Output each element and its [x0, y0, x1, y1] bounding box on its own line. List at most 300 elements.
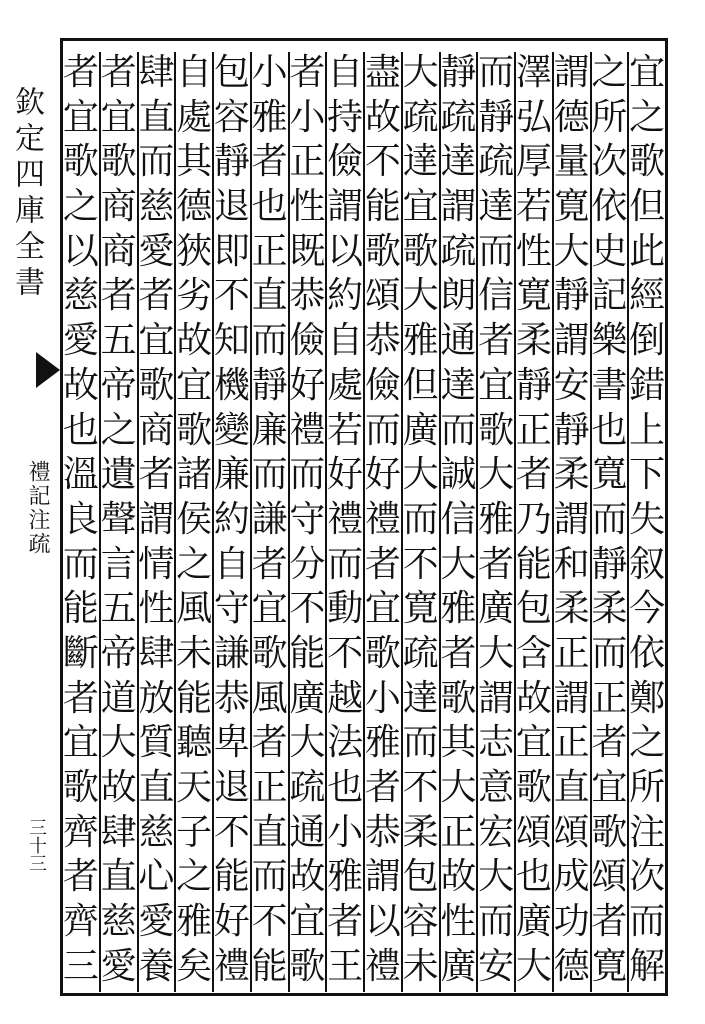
character: 樂: [591, 320, 628, 362]
character: 恭: [364, 811, 401, 853]
character: 者: [364, 543, 401, 585]
character: 靜: [478, 96, 515, 138]
character: 乃: [515, 498, 552, 540]
character: 遺: [100, 454, 137, 496]
character: 不: [364, 141, 401, 183]
character: 能: [289, 632, 326, 674]
character: 正: [251, 767, 288, 808]
character: 寛: [515, 275, 552, 317]
character: 愛: [100, 945, 137, 987]
character: 自: [327, 320, 364, 362]
character: 雅: [478, 498, 515, 540]
character: 頌: [515, 811, 552, 853]
character: 柔: [553, 588, 590, 630]
character: 恭: [213, 677, 250, 719]
character: 和: [553, 543, 590, 585]
character: 能: [364, 186, 401, 228]
character: 雅: [364, 722, 401, 764]
character: 愛: [138, 230, 175, 272]
character: 正: [440, 811, 477, 853]
character: 風: [251, 677, 288, 719]
character: 而: [591, 498, 628, 540]
character: 小: [364, 677, 401, 719]
character: 而: [402, 722, 439, 764]
character: 不: [402, 767, 439, 808]
character: 下: [629, 454, 666, 496]
character: 也: [591, 409, 628, 451]
character: 之: [100, 409, 137, 451]
character: 倒: [629, 320, 666, 362]
character: 寛: [553, 186, 590, 228]
character: 鄭: [629, 677, 666, 719]
character: 不: [251, 901, 288, 943]
character: 矣: [176, 945, 213, 987]
character: 養: [138, 945, 175, 987]
character: 所: [629, 767, 666, 808]
character: 達: [402, 141, 439, 183]
character: 者: [440, 632, 477, 674]
character: 而: [591, 632, 628, 674]
character: 謂: [138, 498, 175, 540]
character: 靜: [440, 52, 477, 93]
character: 五: [100, 320, 137, 362]
character: 謂: [553, 52, 590, 93]
character: 直: [138, 767, 175, 808]
character: 疏: [440, 230, 477, 272]
character: 正: [251, 230, 288, 272]
character: 約: [213, 498, 250, 540]
character: 而: [251, 454, 288, 496]
character: 但: [402, 364, 439, 406]
page-number: 三十三: [26, 818, 47, 872]
character: 歌: [364, 632, 401, 674]
character: 大: [440, 543, 477, 585]
character: 約: [327, 275, 364, 317]
character: 誠: [440, 454, 477, 496]
character: 書: [591, 364, 628, 406]
page-margin: [2, 40, 56, 990]
character: 雅: [176, 901, 213, 943]
character: 齊: [62, 811, 99, 853]
character: 直: [100, 856, 137, 898]
character: 歌: [478, 409, 515, 451]
character: 自: [213, 543, 250, 585]
character: 厚: [515, 141, 552, 183]
character: 不: [213, 811, 250, 853]
character: 不: [327, 632, 364, 674]
character: 大: [478, 632, 515, 674]
character: 弘: [515, 96, 552, 138]
character: 性: [515, 230, 552, 272]
character: 者: [515, 454, 552, 496]
character: 以: [62, 230, 99, 272]
character: 儉: [364, 364, 401, 406]
character: 恭: [289, 275, 326, 317]
character: 者: [591, 901, 628, 943]
character: 守: [289, 498, 326, 540]
character: 依: [591, 186, 628, 228]
character: 含: [515, 632, 552, 674]
character: 包: [402, 856, 439, 898]
character: 而: [364, 409, 401, 451]
character: 能: [251, 945, 288, 987]
character: 但: [629, 186, 666, 228]
character: 宜: [62, 722, 99, 764]
character: 處: [176, 96, 213, 138]
character: 澤: [515, 52, 552, 93]
character: 帝: [100, 364, 137, 406]
character: 質: [138, 722, 175, 764]
character: 謂: [327, 186, 364, 228]
character: 叙: [629, 543, 666, 585]
character: 疏: [402, 632, 439, 674]
character: 達: [402, 677, 439, 719]
character: 即: [213, 230, 250, 272]
character: 聽: [176, 722, 213, 764]
character: 大: [553, 230, 590, 272]
character: 肆: [138, 52, 175, 93]
character: 儉: [327, 141, 364, 183]
character: 者: [591, 722, 628, 764]
character: 慈: [100, 901, 137, 943]
character: 依: [629, 632, 666, 674]
character: 良: [62, 498, 99, 540]
character: 之: [62, 186, 99, 228]
character: 注: [629, 811, 666, 853]
character: 故: [176, 320, 213, 362]
character: 天: [176, 767, 213, 808]
character: 疏: [478, 141, 515, 183]
character: 歌: [515, 767, 552, 808]
character: 者: [364, 767, 401, 808]
character: 信: [478, 275, 515, 317]
character: 正: [553, 632, 590, 674]
character: 信: [440, 498, 477, 540]
character: 歌: [62, 141, 99, 183]
character: 正: [515, 409, 552, 451]
character: 靜: [213, 141, 250, 183]
character: 也: [515, 856, 552, 898]
character: 廣: [402, 409, 439, 451]
character: 斷: [62, 632, 99, 674]
character: 之: [591, 52, 628, 93]
character: 而: [327, 543, 364, 585]
character: 王: [327, 945, 364, 987]
character: 愛: [62, 320, 99, 362]
character: 者: [62, 52, 99, 93]
character: 失: [629, 498, 666, 540]
character: 故: [62, 364, 99, 406]
character: 柔: [553, 454, 590, 496]
character: 廉: [213, 454, 250, 496]
character: 謂: [440, 186, 477, 228]
character: 退: [213, 186, 250, 228]
character: 宜: [62, 96, 99, 138]
character: 解: [629, 945, 666, 987]
character: 記: [591, 275, 628, 317]
character: 慈: [138, 811, 175, 853]
character: 歌: [402, 230, 439, 272]
character: 靜: [251, 364, 288, 406]
character: 處: [327, 364, 364, 406]
character: 商: [138, 409, 175, 451]
character: 齊: [62, 901, 99, 943]
character: 盡: [364, 52, 401, 93]
character: 正: [553, 722, 590, 764]
character: 恭: [364, 320, 401, 362]
character: 商: [100, 230, 137, 272]
character: 宜: [402, 186, 439, 228]
character: 五: [100, 588, 137, 630]
book-title: 欽定四庫全書: [9, 86, 44, 302]
character: 雅: [327, 856, 364, 898]
character: 狹: [176, 230, 213, 272]
character: 而: [629, 901, 666, 943]
character: 也: [327, 767, 364, 808]
character: 頌: [553, 811, 590, 853]
character: 德: [553, 96, 590, 138]
character: 愛: [138, 901, 175, 943]
character: 自: [327, 52, 364, 93]
character: 直: [251, 811, 288, 853]
character: 帝: [100, 632, 137, 674]
character: 容: [402, 901, 439, 943]
character: 靜: [515, 364, 552, 406]
character: 廉: [251, 409, 288, 451]
character: 疏: [402, 96, 439, 138]
character: 退: [213, 767, 250, 808]
character: 而: [478, 901, 515, 943]
character: 經: [629, 275, 666, 317]
character: 次: [629, 856, 666, 898]
character: 宜: [138, 320, 175, 362]
character: 朗: [440, 275, 477, 317]
character: 者: [100, 275, 137, 317]
character: 機: [213, 364, 250, 406]
character: 正: [591, 677, 628, 719]
character: 宜: [478, 364, 515, 406]
character: 大: [402, 454, 439, 496]
character: 自: [176, 52, 213, 93]
character: 能: [213, 856, 250, 898]
section-title: 禮記注疏: [25, 460, 50, 556]
character: 而: [440, 409, 477, 451]
character: 未: [402, 945, 439, 987]
character: 之: [176, 856, 213, 898]
character: 歌: [100, 141, 137, 183]
character: 歌: [440, 677, 477, 719]
character: 廣: [478, 588, 515, 630]
character: 聲: [100, 498, 137, 540]
character: 禮: [213, 945, 250, 987]
character: 諸: [176, 454, 213, 496]
character: 言: [100, 543, 137, 585]
character: 安: [478, 945, 515, 987]
character: 溫: [62, 454, 99, 496]
character: 好: [364, 454, 401, 496]
character: 宏: [478, 811, 515, 853]
character: 歌: [176, 409, 213, 451]
character: 歌: [364, 230, 401, 272]
character: 以: [327, 230, 364, 272]
character: 未: [176, 632, 213, 674]
character: 好: [327, 454, 364, 496]
character: 故: [100, 767, 137, 808]
character: 而: [251, 856, 288, 898]
character: 此: [629, 230, 666, 272]
character: 靜: [553, 409, 590, 451]
character: 好: [213, 901, 250, 943]
character: 變: [213, 409, 250, 451]
character: 禮: [364, 945, 401, 987]
character: 容: [213, 96, 250, 138]
character: 成: [553, 856, 590, 898]
character: 者: [251, 141, 288, 183]
character: 謙: [213, 632, 250, 674]
character: 能: [515, 543, 552, 585]
character: 而: [251, 320, 288, 362]
character: 劣: [176, 275, 213, 317]
character: 謙: [251, 498, 288, 540]
character: 大: [289, 722, 326, 764]
character: 守: [213, 588, 250, 630]
character: 也: [251, 186, 288, 228]
character: 柔: [591, 588, 628, 630]
character: 歌: [629, 141, 666, 183]
character: 謂: [553, 498, 590, 540]
character: 好: [289, 364, 326, 406]
character: 謂: [478, 677, 515, 719]
character: 其: [176, 141, 213, 183]
character: 柔: [402, 811, 439, 853]
character: 心: [138, 856, 175, 898]
character: 直: [251, 275, 288, 317]
character: 德: [176, 186, 213, 228]
character: 大: [515, 945, 552, 987]
character: 放: [138, 677, 175, 719]
character: 性: [440, 901, 477, 943]
character: 者: [138, 454, 175, 496]
character: 者: [289, 52, 326, 93]
character: 功: [553, 901, 590, 943]
character: 故: [515, 677, 552, 719]
character: 慈: [62, 275, 99, 317]
character: 歌: [289, 945, 326, 987]
character: 雅: [440, 588, 477, 630]
character: 通: [440, 320, 477, 362]
character: 故: [289, 856, 326, 898]
character: 之: [629, 96, 666, 138]
character: 歌: [251, 632, 288, 674]
character: 宜: [289, 901, 326, 943]
character: 直: [553, 767, 590, 808]
character: 性: [138, 588, 175, 630]
character: 量: [553, 141, 590, 183]
character: 情: [138, 543, 175, 585]
character: 大: [402, 52, 439, 93]
character: 寛: [402, 588, 439, 630]
character: 禮: [289, 409, 326, 451]
character: 知: [213, 320, 250, 362]
character: 上: [629, 409, 666, 451]
character: 而: [289, 454, 326, 496]
character: 者: [100, 52, 137, 93]
character: 既: [289, 230, 326, 272]
character: 小: [289, 96, 326, 138]
character: 大: [100, 722, 137, 764]
character: 謂: [364, 856, 401, 898]
character: 大: [402, 275, 439, 317]
character: 持: [327, 96, 364, 138]
character: 宜: [100, 96, 137, 138]
character: 而: [402, 498, 439, 540]
character: 達: [478, 186, 515, 228]
character: 疏: [440, 96, 477, 138]
character: 史: [591, 230, 628, 272]
character: 者: [251, 543, 288, 585]
character: 謂: [553, 677, 590, 719]
character: 意: [478, 767, 515, 808]
character: 性: [289, 186, 326, 228]
character: 慈: [138, 186, 175, 228]
character: 者: [251, 722, 288, 764]
character: 肆: [138, 632, 175, 674]
character: 小: [327, 811, 364, 853]
character: 頌: [364, 275, 401, 317]
character: 廣: [289, 677, 326, 719]
character: 不: [213, 275, 250, 317]
text-column: [57, 52, 105, 987]
character: 小: [251, 52, 288, 93]
character: 若: [515, 186, 552, 228]
character: 法: [327, 722, 364, 764]
character: 能: [176, 677, 213, 719]
character: 宜: [629, 52, 666, 93]
character: 者: [62, 856, 99, 898]
character: 不: [402, 543, 439, 585]
character: 直: [138, 96, 175, 138]
character: 柔: [515, 320, 552, 362]
character: 子: [176, 811, 213, 853]
character: 者: [62, 677, 99, 719]
character: 歌: [62, 767, 99, 808]
character: 三: [62, 945, 99, 987]
character: 疏: [289, 767, 326, 808]
character: 儉: [289, 320, 326, 362]
character: 而: [62, 543, 99, 585]
character: 分: [289, 543, 326, 585]
character: 而: [478, 52, 515, 93]
character: 風: [176, 588, 213, 630]
character: 達: [440, 141, 477, 183]
character: 而: [138, 141, 175, 183]
character: 廣: [440, 945, 477, 987]
character: 所: [591, 96, 628, 138]
character: 以: [364, 901, 401, 943]
character: 故: [364, 96, 401, 138]
character: 宜: [591, 767, 628, 808]
character: 廣: [515, 901, 552, 943]
character: 不: [289, 588, 326, 630]
character: 歌: [138, 364, 175, 406]
character: 宜: [176, 364, 213, 406]
character: 大: [478, 856, 515, 898]
character: 禮: [327, 498, 364, 540]
character: 肆: [100, 811, 137, 853]
character: 者: [478, 543, 515, 585]
character: 次: [591, 141, 628, 183]
character: 宜: [515, 722, 552, 764]
